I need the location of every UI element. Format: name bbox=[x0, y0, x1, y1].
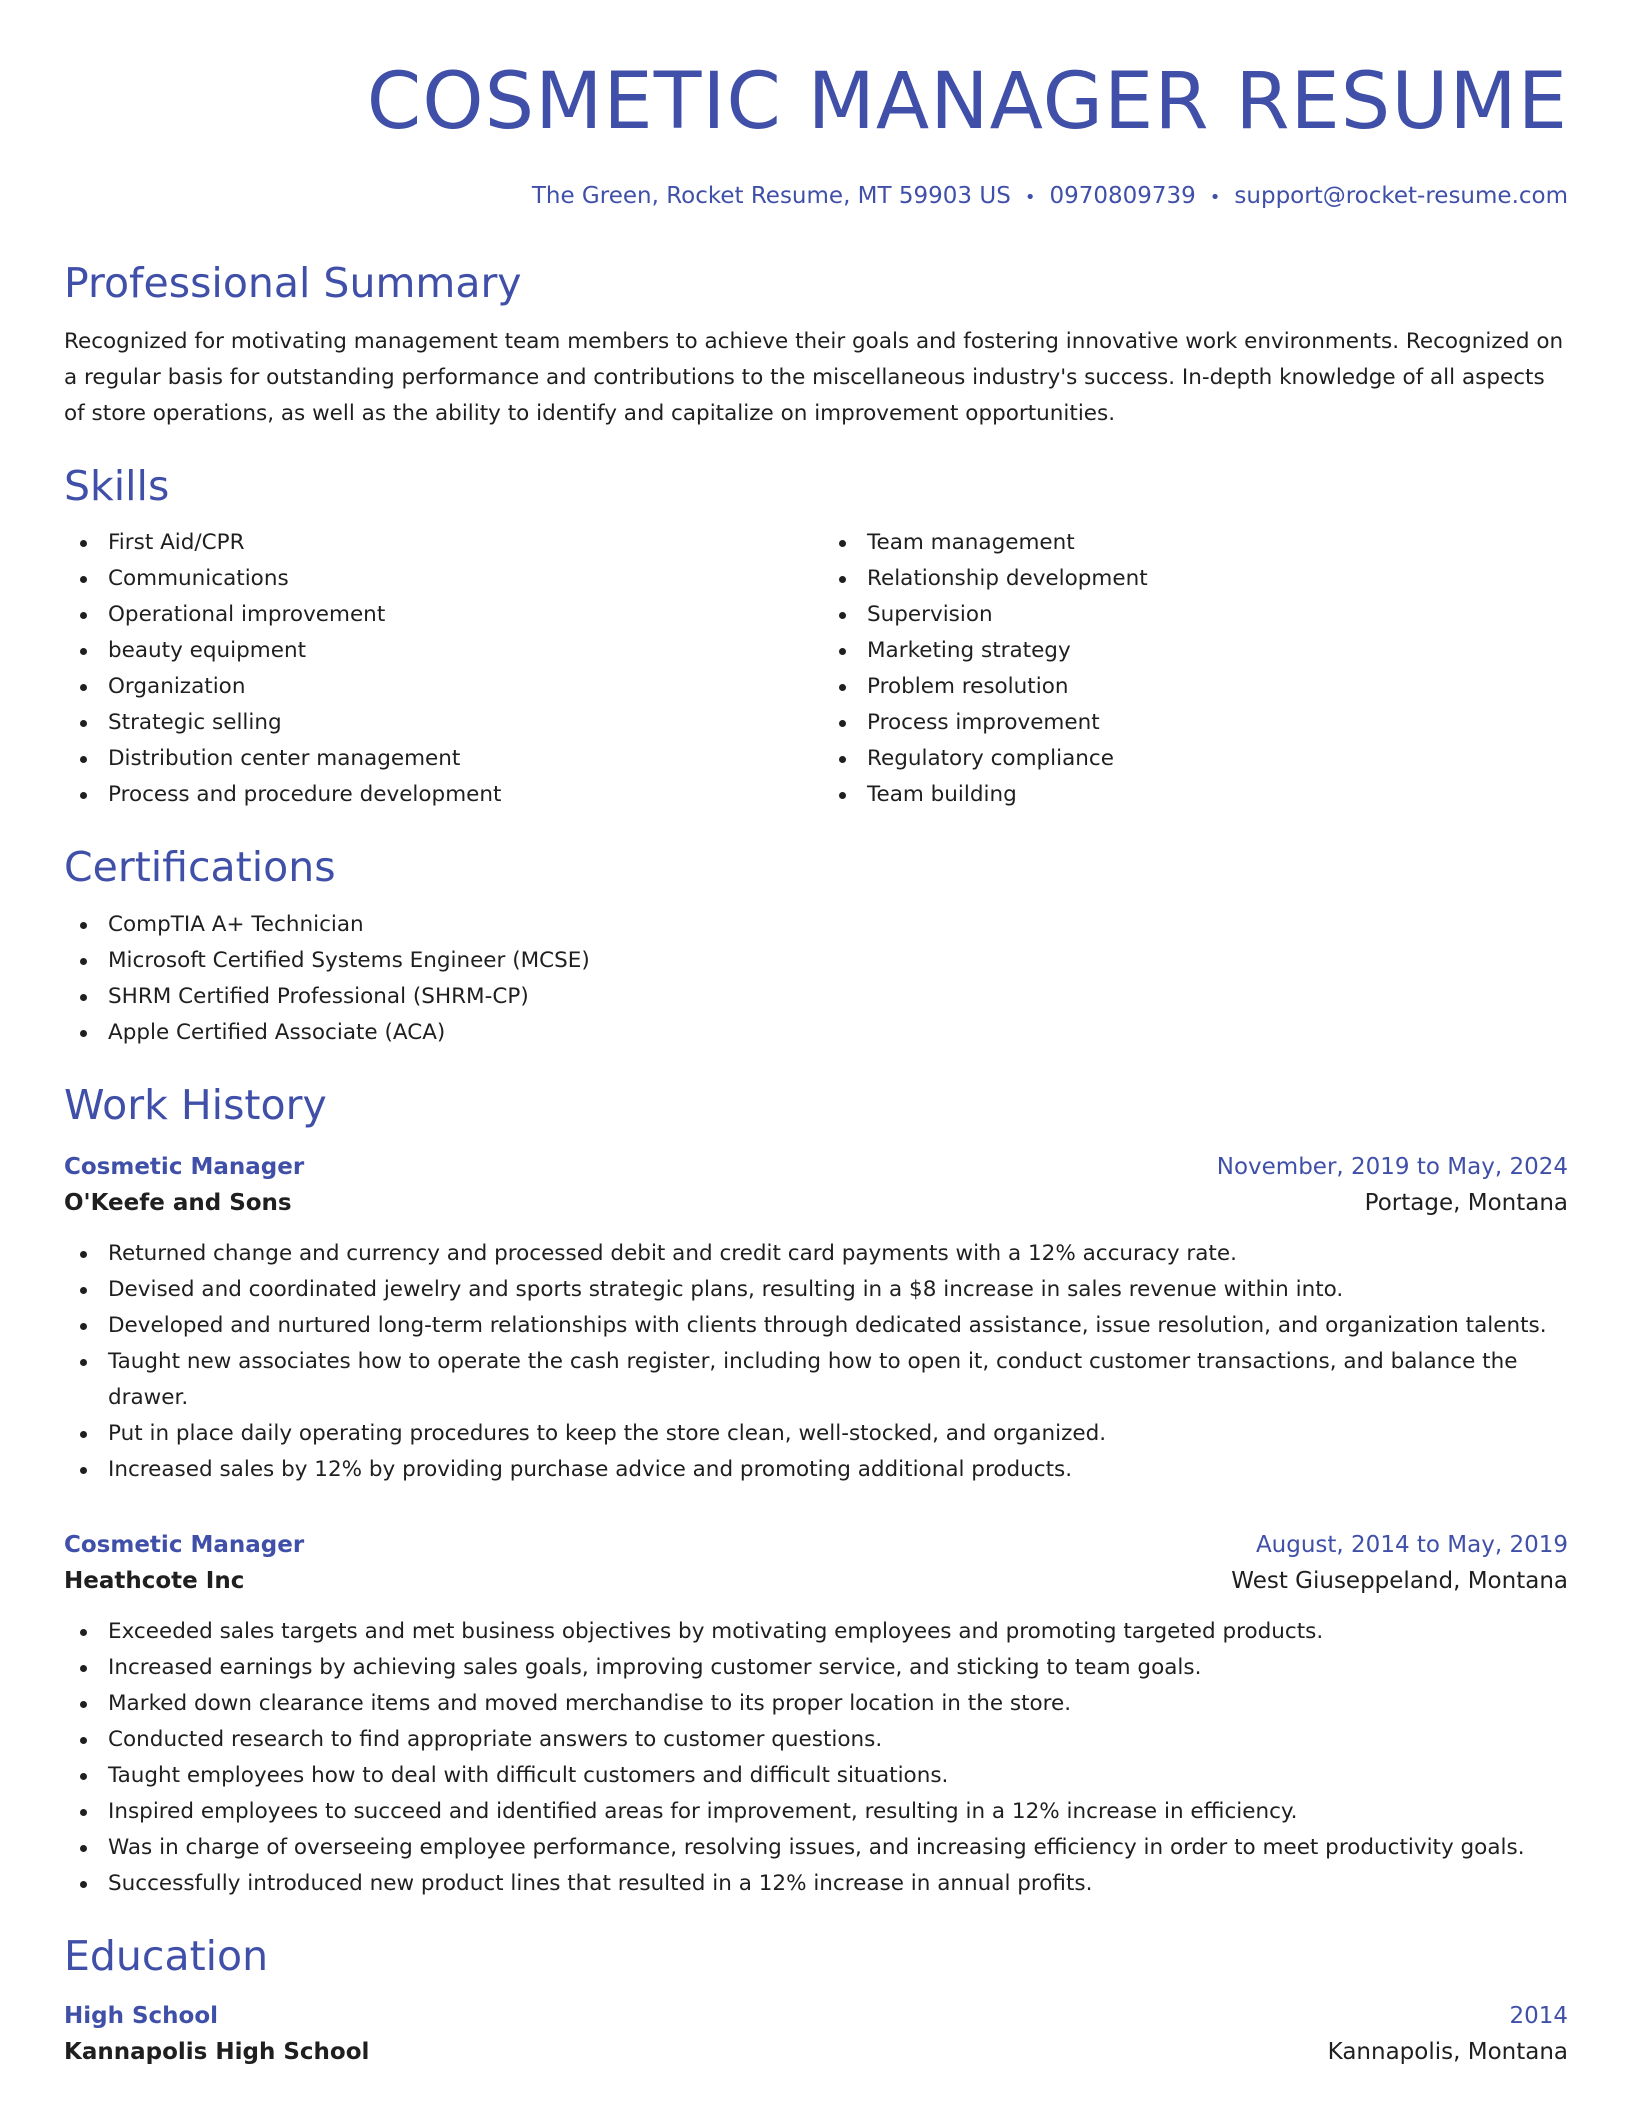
skill-item: Team building bbox=[823, 777, 1568, 813]
certification-item: CompTIA A+ Technician bbox=[64, 907, 1568, 943]
contact-separator: • bbox=[1024, 187, 1036, 208]
skills-columns bbox=[64, 525, 1568, 813]
section-heading-work-history: Work History bbox=[64, 1080, 327, 1129]
section-heading-education: Education bbox=[64, 1931, 269, 1980]
job-bullet: Exceeded sales targets and met business objectives by motivating employees and promoting targeted products. bbox=[64, 1614, 1568, 1650]
education-degree: High School bbox=[64, 2002, 219, 2029]
education-year: 2014 bbox=[1509, 2002, 1568, 2029]
skill-item: Operational improvement bbox=[64, 597, 809, 633]
education-school-row bbox=[64, 2033, 1568, 2071]
skill-item: Process and procedure development bbox=[64, 777, 809, 813]
certifications-list bbox=[64, 907, 1568, 1051]
skill-item: Organization bbox=[64, 669, 809, 705]
certification-item: Apple Certified Associate (ACA) bbox=[64, 1015, 1568, 1051]
section-heading-certifications: Certifications bbox=[64, 843, 336, 892]
job-dates: August, 2014 to May, 2019 bbox=[1255, 1531, 1568, 1558]
job-title: Cosmetic Manager bbox=[64, 1531, 305, 1558]
job-bullet: Developed and nurtured long-term relationships with clients through dedicated assistance, issue resolution, and organization talents. bbox=[64, 1308, 1568, 1344]
job-entry bbox=[64, 1150, 1568, 1488]
job-company-row bbox=[64, 1562, 1568, 1600]
professional-summary-section bbox=[64, 259, 1568, 432]
section-heading-summary: Professional Summary bbox=[64, 259, 522, 307]
skill-item: First Aid/CPR bbox=[64, 525, 809, 561]
skills-list-left bbox=[64, 525, 809, 813]
skill-item: Regulatory compliance bbox=[823, 741, 1568, 777]
work-history-section bbox=[64, 1081, 1568, 1902]
job-entry bbox=[64, 1528, 1568, 1902]
job-title: Cosmetic Manager bbox=[64, 1153, 305, 1180]
job-bullet: Increased earnings by achieving sales goals, improving customer service, and sticking to team goals. bbox=[64, 1650, 1568, 1686]
education-entry bbox=[64, 1999, 1568, 2071]
skill-item: Strategic selling bbox=[64, 705, 809, 741]
job-company: O'Keefe and Sons bbox=[64, 1189, 292, 1216]
education-school: Kannapolis High School bbox=[64, 2038, 370, 2065]
job-bullet: Increased sales by 12% by providing purchase advice and promoting additional products. bbox=[64, 1452, 1568, 1488]
job-bullet: Marked down clearance items and moved merchandise to its proper location in the store. bbox=[64, 1686, 1568, 1722]
skill-item: Communications bbox=[64, 561, 809, 597]
education-location: Kannapolis, Montana bbox=[1327, 2038, 1568, 2065]
job-header-row bbox=[64, 1150, 1568, 1184]
job-bullets bbox=[64, 1614, 1568, 1902]
job-bullet: Inspired employees to succeed and identified areas for improvement, resulting in a 12% increase in efficiency. bbox=[64, 1794, 1568, 1830]
job-bullets bbox=[64, 1236, 1568, 1488]
skill-item: Process improvement bbox=[823, 705, 1568, 741]
job-bullet: Returned change and currency and processed debit and credit card payments with a 12% accuracy rate. bbox=[64, 1236, 1568, 1272]
job-company: Heathcote Inc bbox=[64, 1567, 245, 1594]
contact-separator: • bbox=[1209, 187, 1221, 208]
certification-item: SHRM Certified Professional (SHRM-CP) bbox=[64, 979, 1568, 1015]
job-bullet: Conducted research to find appropriate answers to customer questions. bbox=[64, 1722, 1568, 1758]
skill-item: Problem resolution bbox=[823, 669, 1568, 705]
job-bullet: Successfully introduced new product lines that resulted in a 12% increase in annual profits. bbox=[64, 1866, 1568, 1902]
job-bullet: Taught employees how to deal with difficult customers and difficult situations. bbox=[64, 1758, 1568, 1794]
certifications-section bbox=[64, 843, 1568, 1050]
job-bullet: Devised and coordinated jewelry and sports strategic plans, resulting in a $8 increase in sales revenue within into. bbox=[64, 1272, 1568, 1308]
job-dates: November, 2019 to May, 2024 bbox=[1216, 1153, 1568, 1180]
education-header-row bbox=[64, 1999, 1568, 2033]
contact-address: The Green, Rocket Resume, MT 59903 US bbox=[531, 183, 1011, 209]
education-section bbox=[64, 1932, 1568, 2071]
resume-header bbox=[64, 55, 1568, 209]
section-heading-skills: Skills bbox=[64, 462, 170, 511]
job-location: Portage, Montana bbox=[1364, 1189, 1568, 1216]
contact-email: support@rocket-resume.com bbox=[1234, 183, 1568, 209]
job-location: West Giuseppeland, Montana bbox=[1231, 1567, 1568, 1594]
job-bullet: Put in place daily operating procedures to keep the store clean, well-stocked, and organized. bbox=[64, 1416, 1568, 1452]
job-bullet: Was in charge of overseeing employee performance, resolving issues, and increasing efficiency in order to meet productivity goals. bbox=[64, 1830, 1568, 1866]
job-header-row bbox=[64, 1528, 1568, 1562]
skill-item: beauty equipment bbox=[64, 633, 809, 669]
summary-text: Recognized for motivating management team members to achieve their goals and fostering innovative work environments. Recognized on a regular basis for outstanding performance and contributions to the miscellaneous industry's success. In-depth knowledge of all aspects of store operations, as well as the ability to identify and capitalize on improvement opportunities. bbox=[64, 329, 1564, 427]
skills-section bbox=[64, 462, 1568, 813]
contact-phone: 0970809739 bbox=[1049, 183, 1196, 209]
resume-title: COSMETIC MANAGER RESUME bbox=[366, 57, 1568, 147]
skill-item: Distribution center management bbox=[64, 741, 809, 777]
skill-item: Team management bbox=[823, 525, 1568, 561]
skill-item: Marketing strategy bbox=[823, 633, 1568, 669]
skill-item: Supervision bbox=[823, 597, 1568, 633]
contact-line bbox=[64, 183, 1568, 209]
skill-item: Relationship development bbox=[823, 561, 1568, 597]
job-company-row bbox=[64, 1184, 1568, 1222]
job-bullet: Taught new associates how to operate the cash register, including how to open it, conduct customer transactions, and balance the drawer. bbox=[64, 1344, 1568, 1416]
skills-list-right bbox=[809, 525, 1568, 813]
certification-item: Microsoft Certified Systems Engineer (MCSE) bbox=[64, 943, 1568, 979]
